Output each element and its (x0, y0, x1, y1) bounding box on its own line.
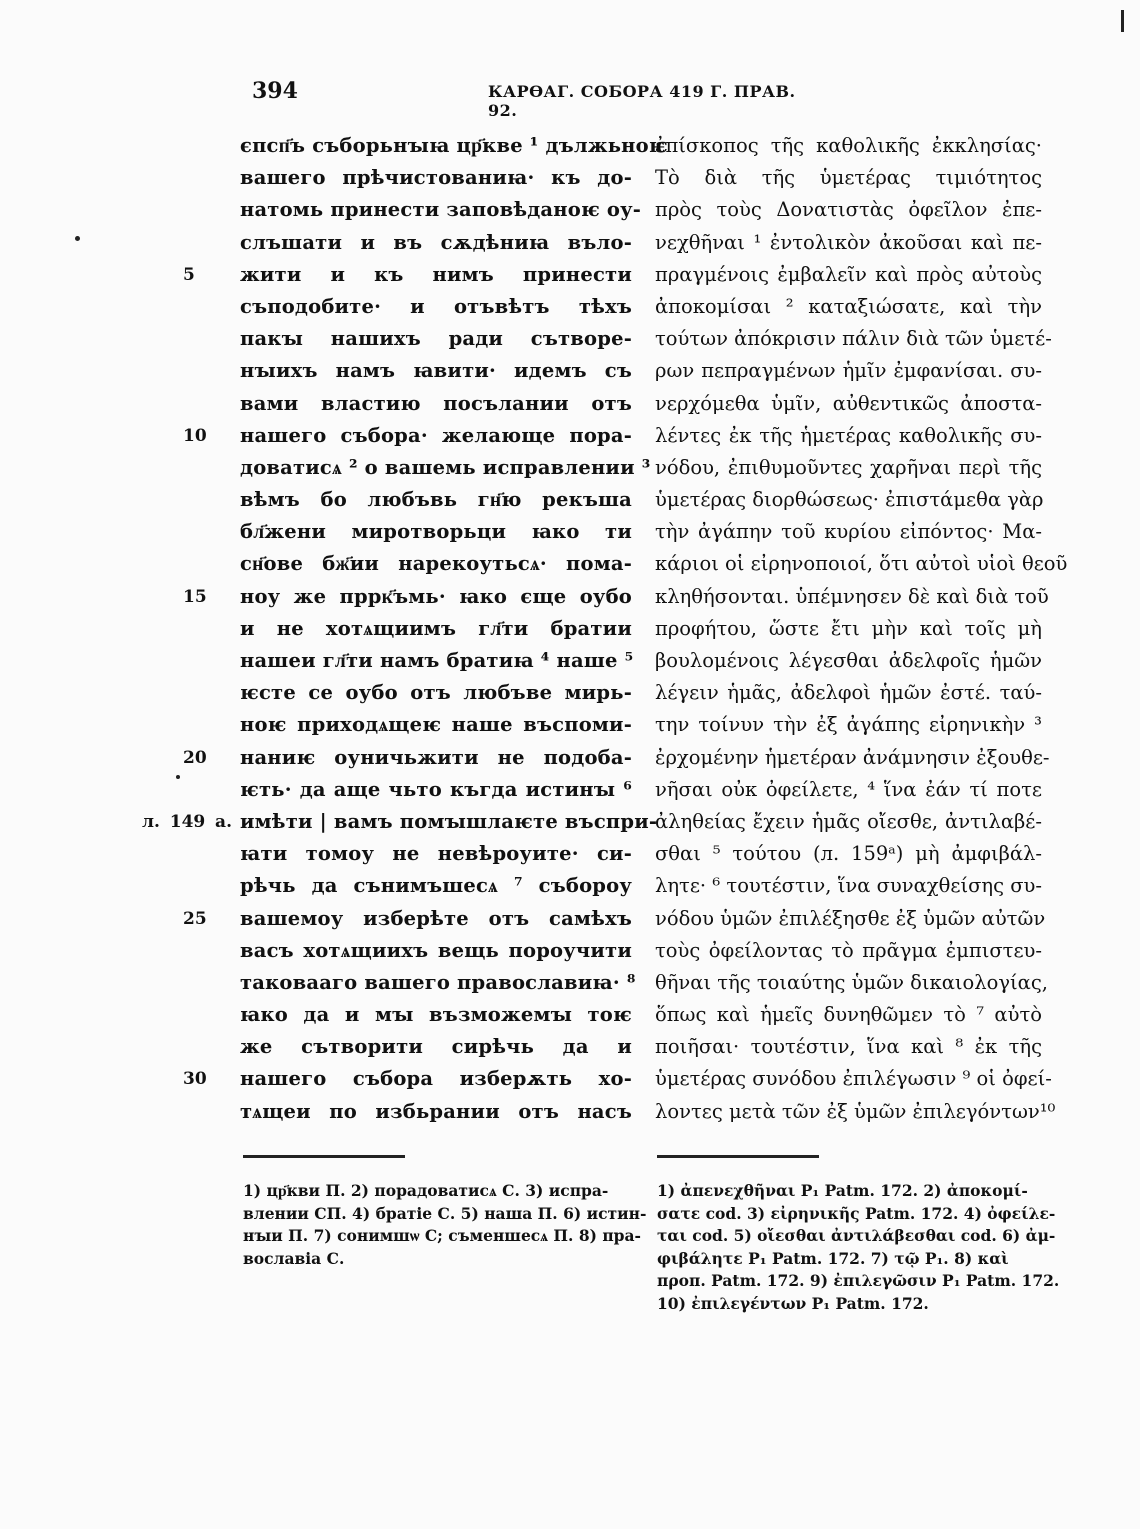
slavonic-line-text: таковааго вашего православиꙗ· ⁸ (240, 970, 636, 994)
greek-line: λέγειν ἡμᾶς, ἀδελφοὶ ἡμῶν ἐστέ. ταύ- (655, 681, 1042, 705)
slavonic-line-text: нашего събора изберѫть хо- (240, 1067, 632, 1091)
slavonic-line-text: вашего прѣчистованиꙗ· къ до- (240, 166, 632, 190)
greek-line: τοὺς ὀφείλοντας τὸ πρᾶγμα ἐμπιστευ- (655, 938, 1042, 962)
slavonic-line-text: нашеи гл҃ти намъ братиꙗ ⁴ наше ⁵ (240, 649, 634, 672)
greek-line: ὑμετέρας διορθώσεως· ἐπιστάμεθα γὰρ (655, 488, 1044, 512)
slavonic-footnote-line: вославiа С. (243, 1248, 345, 1268)
slavonic-line-text: тѧщеи по избьрании отъ насъ (240, 1099, 632, 1123)
slavonic-footnote-line: нꙑи П. 7) сонимшѡ С; съменшесѧ П. 8) пра- (243, 1226, 641, 1245)
greek-line: τὴν ἀγάπην τοῦ κυρίου εἰπόντος· Μα- (655, 520, 1042, 544)
slavonic-line-text: имѣти | вамъ помꙑшлаѥте въспри- (240, 809, 658, 833)
slavonic-line-text: ѥсте се оубо отъ любъве мирь- (240, 681, 632, 705)
greek-line: προφήτου, ὥστε ἔτι μὴν καὶ τοῖς μὴ (655, 616, 1042, 640)
slavonic-line-text: наниѥ оуничьжити не подоба- (240, 745, 632, 769)
page-number: 394 (252, 78, 298, 104)
slavonic-line (240, 999, 632, 1031)
greek-line: νερχόμεθα ὑμῖν, αὐθεντικῶς ἀποστα- (655, 391, 1042, 415)
slavonic-line-text: доватисѧ ² о вашемь исправлении ³ (240, 455, 651, 479)
greek-line: πραγμένοις ἐμβαλεῖν καὶ πρὸς αὐτοὺς (655, 262, 1042, 286)
greek-line: τούτων ἀπόκρισιν πάλιν διὰ τῶν ὑμετέ- (655, 327, 1052, 351)
slavonic-line-text: жити и къ нимъ принести (240, 262, 632, 286)
slavonic-line (240, 613, 632, 645)
greek-line: κληθήσονται. ὑπέμνησεν δὲ καὶ διὰ τοῦ (655, 584, 1049, 608)
slavonic-line (240, 484, 632, 516)
line-number: 10 (183, 425, 207, 446)
slavonic-footnote-line: 1) цр҃кви П. 2) порадоватисѧ С. 3) испра- (243, 1181, 609, 1200)
slavonic-line-text: нꙑихъ намъ ꙗвити· идемъ съ (240, 359, 632, 383)
slavonic-line (183, 742, 632, 774)
greek-text-column (655, 130, 1068, 1128)
scan-mark (1121, 10, 1124, 32)
greek-line: θῆναι τῆς τοιαύτης ὑμῶν δικαιολογίας, (655, 970, 1048, 994)
greek-line: ποιῆσαι· τουτέστιν, ἵνα καὶ ⁸ ἐκ τῆς (655, 1035, 1042, 1059)
slavonic-line (240, 452, 651, 484)
slavonic-line (240, 291, 632, 323)
slavonic-line-text: натомь принести заповѣданоѥ оу- (240, 198, 642, 222)
scan-speck (176, 775, 180, 779)
slavonic-line (240, 194, 642, 226)
greek-line: κάριοι οἱ εἰρηνοποιοί, ὅτι αὐτοὶ υἱοὶ θεοῦ (655, 552, 1068, 576)
footnote-rule-left (243, 1155, 405, 1158)
greek-footnote-line: προπ. Patm. 172. 9) ἐπιλεγῶσιν P₁ Patm. 172. (657, 1271, 1060, 1290)
slavonic-line (240, 967, 636, 999)
slavonic-footnote-line: влении СП. 4) братiе С. 5) наша П. 6) истин- (243, 1203, 647, 1223)
greek-footnote-line: ται cod. 5) οἴεσθαι ἀντιλάβεσθαι cod. 6) ἀμ- (657, 1226, 1056, 1245)
greek-line: την τοίνυν τὴν ἐξ ἀγάπης εἰρηνικὴν ³ (655, 713, 1042, 737)
slavonic-line (240, 130, 668, 162)
line-number: 20 (183, 747, 207, 768)
greek-footnotes (657, 1180, 1060, 1315)
slavonic-line-text: єпсп҃ъ съборьнꙑꙗ цр҃кве ¹ дължьноѥ (240, 134, 668, 157)
slavonic-line (240, 516, 632, 548)
line-number: 15 (183, 586, 207, 607)
slavonic-line (183, 420, 632, 452)
greek-line: ἐρχομένην ἡμετέραν ἀνάμνησιν ἐξουθε- (655, 745, 1050, 769)
greek-line: πρὸς τοὺς Δονατιστὰς ὀφεῖλον ἐπε- (655, 198, 1042, 222)
line-number: 5 (183, 264, 195, 285)
slavonic-line-text: вѣмъ бо любъвь гн҃ю рекъша (240, 488, 632, 512)
greek-line: ἀποκομίσαι ² καταξιώσατε, καὶ τὴν (655, 294, 1042, 318)
slavonic-line-text: вашемоу изберѣте отъ самѣхъ (240, 906, 632, 930)
slavonic-line-text: ноу же пррк҃ъмь· ꙗко єще оубо (240, 584, 632, 608)
slavonic-line (142, 806, 658, 838)
greek-line: ὑμετέρας συνόδου ἐπιλέγωσιν ⁹ οἱ ὀφεί- (655, 1067, 1052, 1091)
slavonic-line-text: и не хотѧщиимъ гл҃ти братии (240, 616, 632, 640)
slavonic-line (240, 838, 632, 870)
slavonic-line-text: нашего събора· желающе пора- (240, 423, 632, 447)
slavonic-line (183, 1063, 632, 1095)
slavonic-line (240, 323, 632, 355)
slavonic-line-text: сн҃ове бж҃ии нарекоутьсѧ· пома- (240, 552, 632, 576)
line-number: 30 (183, 1069, 207, 1090)
slavonic-line (183, 581, 632, 613)
running-head: КАРѲАГ. СОБОРА 419 Г. ПРАВ. 92. (488, 82, 796, 120)
greek-line: λοντες μετὰ τῶν ἐξ ὑμῶν ἐπιλεγόντων¹⁰ (655, 1099, 1056, 1123)
greek-footnote-line: φιβάλητε P₁ Patm. 172. 7) τῷ P₁. 8) καὶ (657, 1248, 1009, 1268)
slavonic-line (240, 677, 632, 709)
greek-line: νόδου, ἐπιθυμοῦντες χαρῆναι περὶ τῆς (655, 455, 1042, 479)
slavonic-line (240, 645, 632, 677)
greek-footnote-line: 10) ἐπιλεγέντων P₁ Patm. 172. (657, 1293, 929, 1313)
slavonic-line (240, 870, 632, 902)
greek-line: ἀληθείας ἔχειν ἡμᾶς οἴεσθε, ἀντιλαβέ- (655, 809, 1042, 833)
greek-line: ρων πεπραγμένων ἡμῖν ἐμφανίσαι. συ- (655, 359, 1042, 383)
folio-marker: л. 149 а. (142, 811, 232, 832)
greek-line: σθαι ⁵ τούτου (л. 159ᵃ) μὴ ἀμφιβάλ- (655, 842, 1042, 866)
slavonic-line (183, 903, 632, 935)
greek-line: Τὸ διὰ τῆς ὑμετέρας τιμιότητος (655, 166, 1042, 190)
greek-line: νόδου ὑμῶν ἐπιλέξησθε ἐξ ὑμῶν αὐτῶν (655, 906, 1046, 930)
greek-footnote-line: 1) ἀπενεχθῆναι P₁ Patm. 172. 2) ἀποκομί- (657, 1181, 1028, 1200)
slavonic-line-text: бл҃жени миротворьци ꙗко ти (240, 520, 632, 544)
slavonic-line (240, 774, 632, 806)
slavonic-line-text: ꙗти томоу не невѣроуите· си- (240, 842, 632, 866)
footnote-rule-right (657, 1155, 819, 1158)
greek-line: βουλομένοις λέγεσθαι ἀδελφοῖς ἡμῶν (655, 649, 1042, 672)
greek-line: λέντες ἐκ τῆς ἡμετέρας καθολικῆς συ- (655, 423, 1042, 447)
slavonic-line (240, 162, 632, 194)
greek-line: ἐπίσκοπος τῆς καθολικῆς ἐκκλησίας· (655, 134, 1042, 157)
slavonic-line-text: пакꙑ нашихъ ради сътворе- (240, 327, 632, 351)
slavonic-line (240, 227, 632, 259)
page-header (250, 78, 810, 120)
greek-footnote-line: σατε cod. 3) εἰρηνικῆς Patm. 172. 4) ὀφείλε- (657, 1203, 1056, 1223)
slavonic-line (240, 388, 632, 420)
greek-line: ὅπως καὶ ἡμεῖς δυνηθῶμεν τὸ ⁷ αὐτὸ (655, 1003, 1042, 1027)
slavonic-line-text: вами властию посълании отъ (240, 391, 632, 415)
slavonic-line-text: ꙗко да и мꙑ възможемꙑ тоѥ (240, 1003, 632, 1027)
greek-line: νῆσαι οὐκ ὀφείλετε, ⁴ ἵνα ἐάν τί ποτε (655, 777, 1042, 801)
slavonic-line-text: рѣчь да сънимъшесѧ ⁷ събороу (240, 874, 632, 898)
scan-speck (75, 236, 80, 241)
slavonic-line-text: ноѥ приходѧщеѥ наше въспоми- (240, 713, 632, 737)
slavonic-line-text: же сътворити сирѣчь да и (240, 1035, 632, 1059)
slavonic-line (240, 935, 632, 967)
slavonic-line-text: ѥть· да аще чьто къгда истинꙑ ⁶ (240, 777, 632, 801)
line-number: 25 (183, 908, 207, 929)
slavonic-line (240, 1031, 632, 1063)
slavonic-footnotes (243, 1180, 647, 1270)
slavonic-line-text: слъшати и въ сѫдѣниꙗ въло- (240, 230, 632, 254)
slavonic-text-column (142, 130, 668, 1128)
slavonic-line (240, 709, 632, 741)
greek-line: νεχθῆναι ¹ ἐντολικὸν ἀκοῦσαι καὶ πε- (655, 230, 1042, 254)
slavonic-line-text: съподобите· и отъвѣтъ тѣхъ (240, 294, 632, 318)
slavonic-line (240, 548, 632, 580)
slavonic-line (183, 259, 632, 291)
slavonic-line-text: васъ хотѧщиихъ вещь пороучити (240, 938, 632, 962)
greek-line: λητε· ⁶ τουτέστιν, ἵνα συναχθείσης συ- (655, 874, 1042, 898)
slavonic-line (240, 1096, 632, 1128)
slavonic-line (240, 355, 632, 387)
